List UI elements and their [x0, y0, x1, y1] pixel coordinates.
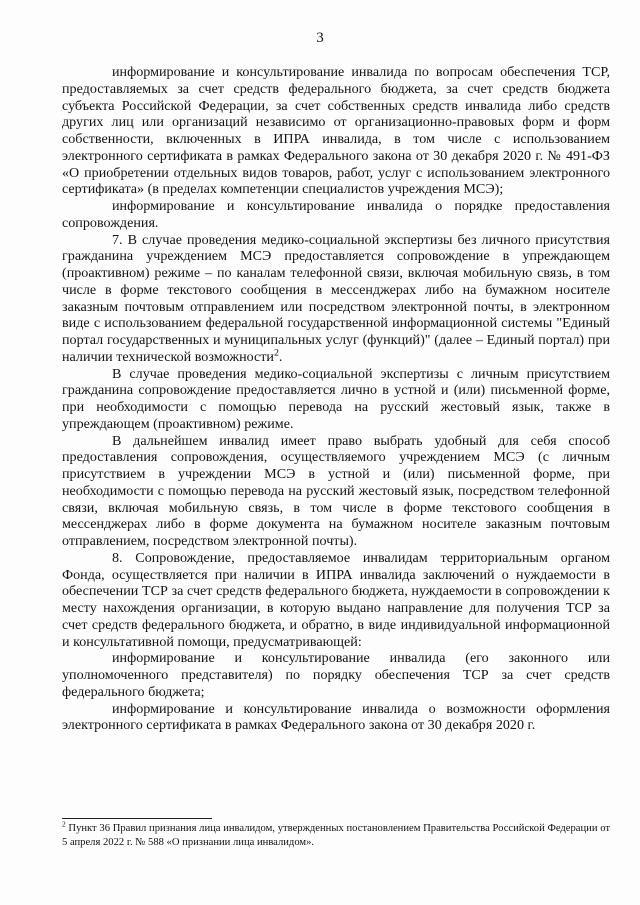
footnote-reference: 2	[273, 347, 279, 359]
footnote-divider	[62, 818, 212, 819]
footnote	[62, 819, 610, 850]
paragraph-item-7	[62, 232, 610, 366]
footnote-reference-tail: .	[278, 348, 283, 365]
paragraph-item-8: 8. Сопровождение, предоставляемое инвалидам территориальным органом Фонда, осуществляется при наличии в ИПРА инвалида заключений о нуждаемости в обеспечении ТСР за счет средств федерального бюджета, нуждаемости в сопровождении к месту нахождения организации, в которую выдано направление для получения ТСР за счет средств федерального бюджета, и обратно, в виде индивидуальной информационной и консультативной помощи, предусматривающей:	[62, 549, 610, 650]
footnote-text: Пункт 36 Правил признания лица инвалидом, утвержденных постановлением Правительства Российской Федерации от 5 апреля 2022 г. № 588 «О признании лица инвалидом».	[62, 823, 610, 848]
document-body	[62, 64, 610, 734]
footnote-marker: 2	[62, 819, 66, 829]
paragraph-informing-certificate: информирование и консультирование инвалида о возможности оформления электронного сертификата в рамках Федерального закона от 30 декабря 2020 г.	[62, 700, 610, 734]
paragraph-informing-tsr: информирование и консультирование инвалида по вопросам обеспечения ТСР, предоставляемых за счет средств федерального бюджета, за счет средств бюджета субъекта Российской Федерации, за счет собственных средств инвалида либо средств других лиц или организаций независимо от организационно-правовых форм и форм собственности, включенных в ИПРА инвалида, в том числе с использованием электронного сертификата в рамках Федерального закона от 30 декабря 2020 г. № 491-ФЗ «О приобретении отдельных видов товаров, работ, услуг с использованием электронного сертификата» (в пределах компетенции специалистов учреждения МСЭ);	[62, 64, 610, 198]
paragraph-choice-of-method: В дальнейшем инвалид имеет право выбрать удобный для себя способ предоставления сопровождения, осуществляемого учреждением МСЭ (с личным присутствием в учреждении МСЭ в устной и (или) письменной форме, при необходимости с помощью перевода на русский жестовый язык, посредством телефонной связи, включая мобильную связь, в том числе в форме текстового сообщения в мессенджерах либо в форме документа на бумажном носителе заказным почтовым отправлением, посредством электронной почты).	[62, 432, 610, 549]
page-number: 3	[316, 30, 324, 46]
paragraph-informing-procedure: информирование и консультирование инвалида о порядке предоставления сопровождения.	[62, 198, 610, 231]
paragraph-informing-representative: информирование и консультирование инвалида (его законного или уполномоченного представителя) по порядку обеспечения ТСР за счет средств федерального бюджета;	[62, 650, 610, 700]
paragraph-personal-presence: В случае проведения медико-социальной экспертизы с личным присутствием гражданина сопровождение предоставляется лично в устной и (или) письменной форме, при необходимости с помощью перевода на русский жестовый язык, также в упреждающем (проактивном) режиме.	[62, 365, 610, 432]
paragraph-item-7-text: 7. В случае проведения медико-социальной экспертизы без личного присутствия гражданина учреждением МСЭ предоставляется сопровождение в упреждающем (проактивном) режиме – по каналам телефонной связи, включая мобильную связь, в том числе в форме текстового сообщения в мессенджерах либо на бумажном носителе заказным почтовым отправлением или посредством электронной почты, в электронном виде с использованием федеральной государственной информационной системы "Единый портал государственных и муниципальных услуг (функций)" (далее – Единый портал) при наличии технической возможности	[62, 231, 610, 365]
